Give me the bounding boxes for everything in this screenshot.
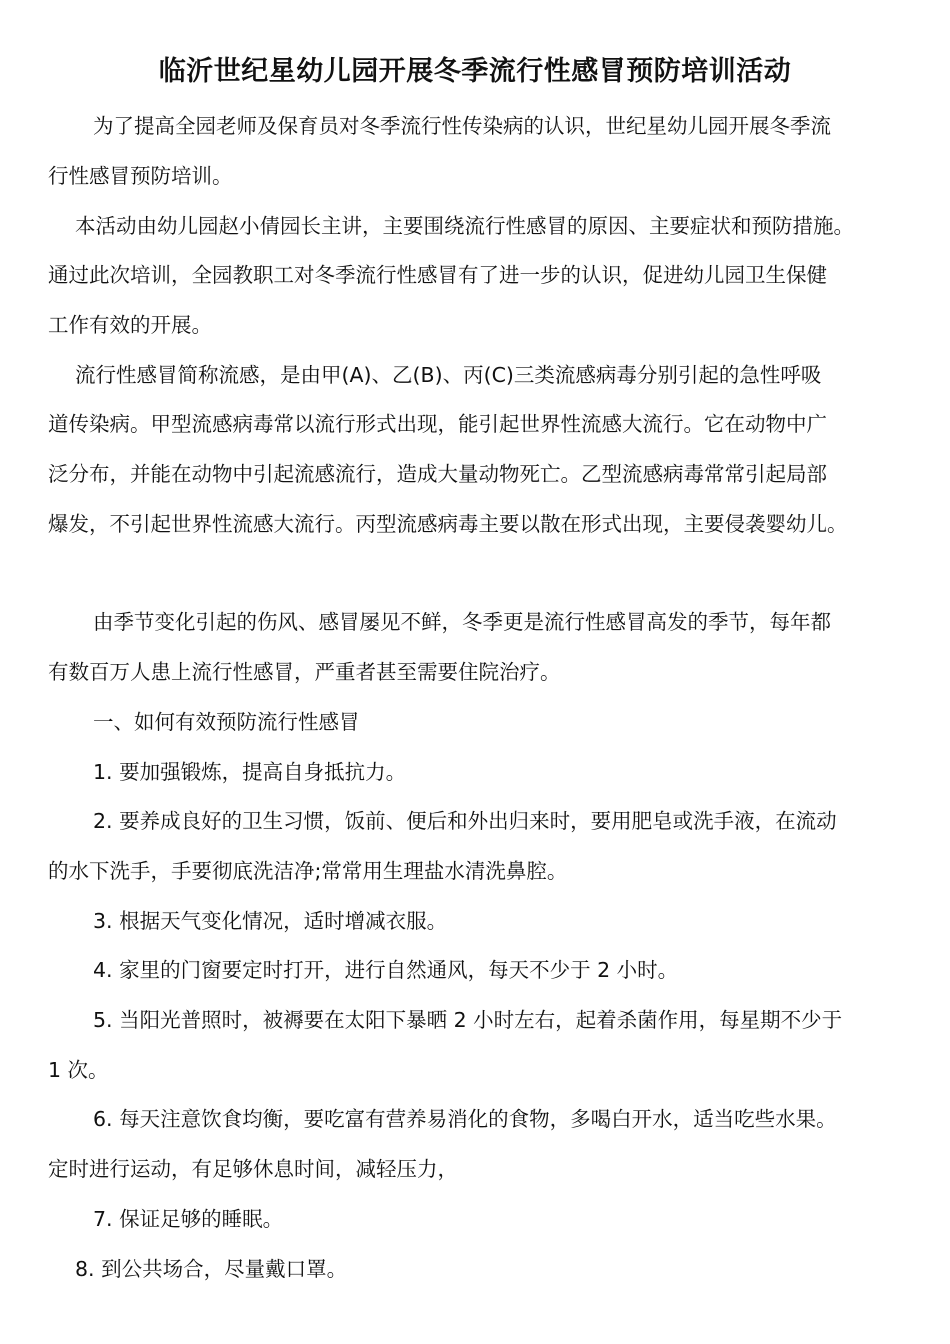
paragraph-line: 有数百万人患上流行性感冒，严重者甚至需要住院治疗。 (48, 660, 561, 684)
paragraph-line: 泛分布，并能在动物中引起流感流行，造成大量动物死亡。乙型流感病毒常常引起局部 (48, 462, 827, 486)
list-item: 2. 要养成良好的卫生习惯，饭前、便后和外出归来时，要用肥皂或洗手液，在流动 (93, 809, 837, 833)
paragraph-line: 工作有效的开展。 (48, 313, 212, 337)
list-item: 3. 根据天气变化情况，适时增减衣服。 (93, 909, 448, 933)
section-heading: 一、如何有效预防流行性感冒 (93, 710, 360, 734)
paragraph-line: 道传染病。甲型流感病毒常以流行形式出现，能引起世界性流感大流行。它在动物中广 (48, 412, 827, 436)
list-item: 7. 保证足够的睡眠。 (93, 1207, 284, 1231)
paragraph-line: 爆发，不引起世界性流感大流行。丙型流感病毒主要以散在形式出现，主要侵袭婴幼儿。 (48, 512, 848, 536)
paragraph-line: 通过此次培训，全园教职工对冬季流行性感冒有了进一步的认识，促进幼儿园卫生保健 (48, 263, 827, 287)
list-item: 4. 家里的门窗要定时打开，进行自然通风，每天不少于 2 小时。 (93, 958, 679, 982)
paragraph-line: 为了提高全园老师及保育员对冬季流行性传染病的认识，世纪星幼儿园开展冬季流 (93, 114, 831, 138)
list-item: 8. 到公共场合，尽量戴口罩。 (75, 1257, 348, 1281)
list-item: 6. 每天注意饮食均衡，要吃富有营养易消化的食物，多喝白开水，适当吃些水果。 (93, 1107, 837, 1131)
paragraph-line: 由季节变化引起的伤风、感冒屡见不鲜，冬季更是流行性感冒高发的季节，每年都 (93, 610, 831, 634)
list-item-continuation: 的水下洗手，手要彻底洗洁净;常常用生理盐水清洗鼻腔。 (48, 859, 568, 883)
document-title: 临沂世纪星幼儿园开展冬季流行性感冒预防培训活动 (158, 56, 792, 87)
list-item-continuation: 定时进行运动，有足够休息时间，减轻压力， (48, 1157, 458, 1181)
list-item-continuation: 1 次。 (48, 1058, 109, 1082)
list-item: 5. 当阳光普照时，被褥要在太阳下暴晒 2 小时左右，起着杀菌作用，每星期不少于 (93, 1008, 843, 1032)
paragraph-line: 行性感冒预防培训。 (48, 164, 233, 188)
paragraph-line: 本活动由幼儿园赵小倩园长主讲，主要围绕流行性感冒的原因、主要症状和预防措施。 (75, 214, 854, 238)
paragraph-line: 流行性感冒简称流感，是由甲(A)、乙(B)、丙(C)三类流感病毒分别引起的急性呼吸 (75, 363, 822, 387)
list-item: 1. 要加强锻炼，提高自身抵抗力。 (93, 760, 407, 784)
